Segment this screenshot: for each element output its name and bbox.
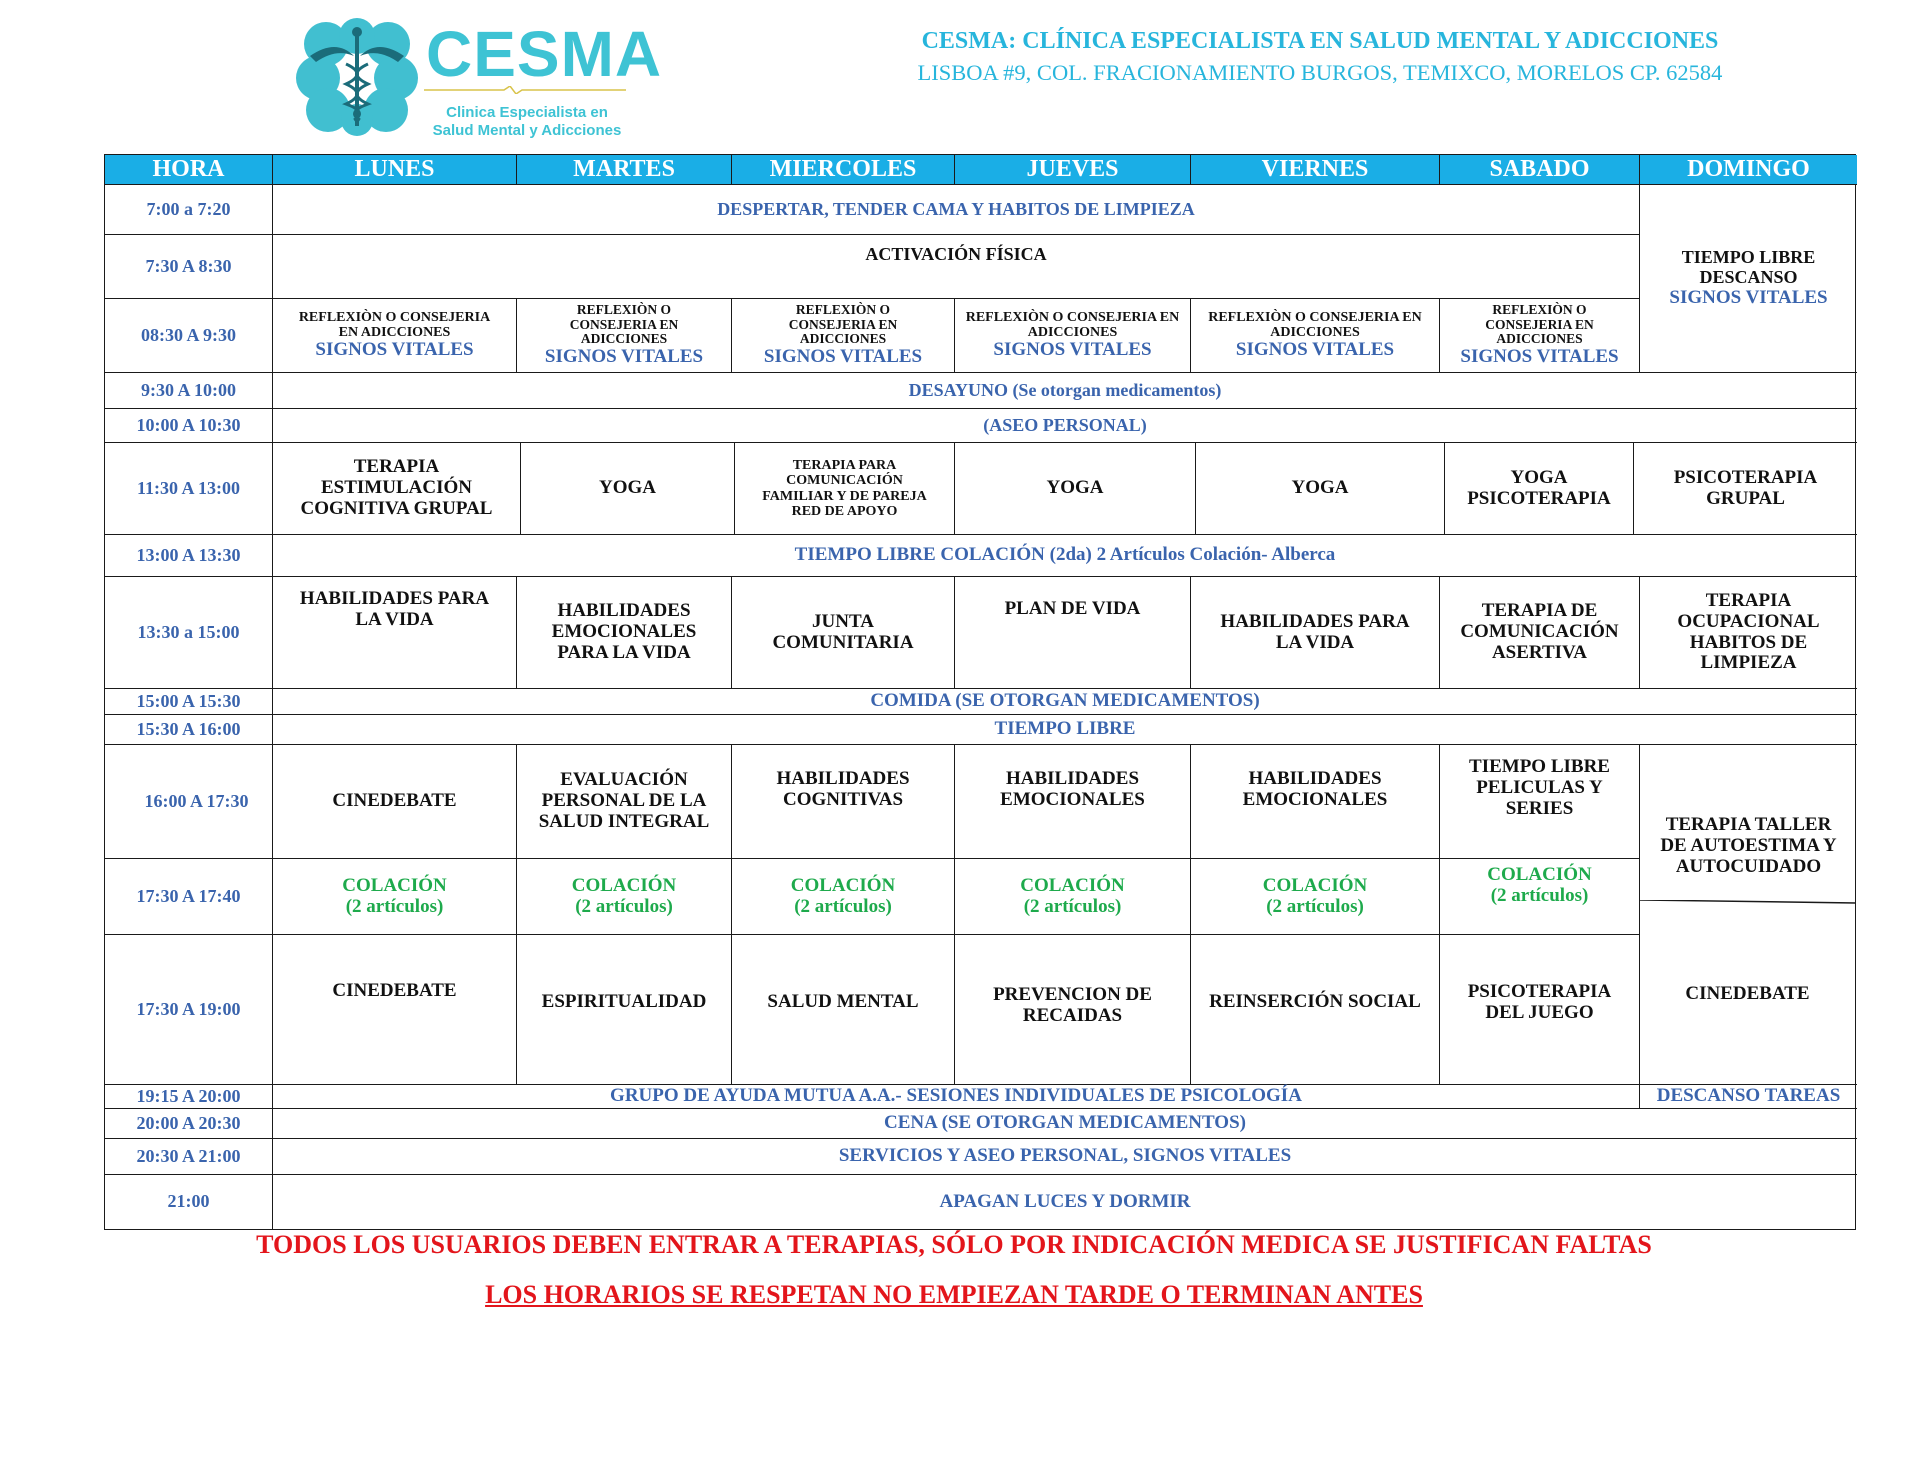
activity-1600-lunes: CINEDEBATE [273,745,517,859]
activity-line: TIEMPO LIBRE [1469,756,1610,777]
activity-line: SERIES [1505,797,1574,819]
activity-1730-lunes: CINEDEBATE [273,935,517,1085]
heartbeat-line-icon [424,86,626,94]
activity-tiempo-libre: TIEMPO LIBRE [273,715,1857,745]
activity-line: TERAPIA PARA [792,457,897,473]
activity-line: TERAPIA TALLER [1665,814,1832,835]
activity-line: JUNTA [812,610,874,632]
domingo-line-3: SIGNOS VITALES [1669,286,1828,308]
activity-desayuno: DESAYUNO (Se otorgan medicamentos) [273,373,1857,409]
activity-colacion-jueves [955,859,1191,935]
activity-1130-miercoles [735,443,955,535]
reflexion-line-3: ADICCIONES [1496,331,1583,347]
domingo-line-1: TIEMPO LIBRE [1681,247,1816,268]
reflexion-line-3: ADICCIONES [580,331,668,347]
activity-1330-martes [517,577,732,689]
activity-colacion-sabado [1440,859,1640,935]
attendance-warning: TODOS LOS USUARIOS DEBEN ENTRAR A TERAPIAS, SÓLO POR INDICACIÓN MEDICA SE JUSTIFICAN FALTAS [256,1230,1652,1259]
reflexion-label: REFLEXIÒN O CONSEJERIA EN ADICCIONES [298,309,491,341]
activity-line: AUTOCUIDADO [1675,855,1822,877]
reflexion-label: REFLEXIÒN O CONSEJERIA EN ADICCIONES [1208,309,1422,341]
activity-line: PSICOTERAPIA [1467,980,1612,1002]
time-cell: 20:30 A 21:00 [105,1139,273,1175]
time-cell: 20:00 A 20:30 [105,1109,273,1139]
document-title: CESMA: CLÍNICA ESPECIALISTA EN SALUD MENTAL Y ADICCIONES [921,28,1719,54]
colacion-detail: (2 artículos) [575,895,673,917]
activity-1730-sabado [1440,935,1640,1085]
activity-1730-miercoles: SALUD MENTAL [732,935,955,1085]
activity-line: SALUD INTEGRAL [538,810,710,832]
signos-vitales-label: SIGNOS VITALES [315,339,474,361]
weekly-schedule-table [104,154,1856,1230]
logo-subtitle-line-2: Salud Mental y Adicciones [432,122,622,139]
activity-line: LIMPIEZA [1700,652,1797,674]
activity-apagan-luces: APAGAN LUCES Y DORMIR [939,1190,1191,1212]
header-hora: HORA [105,155,273,185]
activity-reflexion-lunes [273,299,517,373]
activity-grupo-ayuda: GRUPO DE AYUDA MUTUA A.A.- SESIONES INDIVIDUALES DE PSICOLOGÍA [273,1085,1640,1109]
colacion-label: COLACIÓN [571,874,677,896]
activity-line: OCUPACIONAL [1677,610,1820,632]
activity-line: DEL JUEGO [1485,1001,1594,1023]
header-sabado: SABADO [1440,155,1640,185]
activity-line: PARA LA VIDA [557,641,691,663]
colacion-label: COLACIÓN [790,874,896,896]
activity-1330-viernes [1191,577,1440,689]
schedule-warning: LOS HORARIOS SE RESPETAN NO EMPIEZAN TARDE O TERMINAN ANTES [485,1280,1423,1309]
activity-line: PERSONAL DE LA [541,790,707,812]
activity-aseo-personal: (ASEO PERSONAL) [273,409,1857,443]
signos-vitales-label: SIGNOS VITALES [1460,346,1619,368]
activity-line: PSICOTERAPIA [1467,487,1611,509]
activity-line: ASERTIVA [1491,641,1588,663]
activity-reflexion-martes [517,299,732,373]
colacion-detail: (2 artículos) [1490,884,1589,906]
time-cell: 13:30 a 15:00 [105,577,273,689]
reflexion-line-1: REFLEXIÒN O [576,301,672,317]
time-cell: 16:00 A 17:30 [105,745,273,859]
activity-line: RED DE APOYO [791,503,898,519]
activity-line: TERAPIA [353,456,440,478]
header-miercoles: MIERCOLES [732,155,955,185]
domingo-line-2: DESCANSO [1699,267,1798,288]
activity-descanso-tareas: DESCANSO TAREAS [1640,1085,1857,1109]
activity-line: LA VIDA [355,608,434,630]
clinic-address: LISBOA #9, COL. FRACIONAMIENTO BURGOS, TEMIXCO, MORELOS CP. 62584 [917,60,1723,85]
logo-subtitle [424,104,630,140]
header-lunes: LUNES [273,155,517,185]
activity-line: COGNITIVA GRUPAL [300,497,493,519]
signos-vitales-label: SIGNOS VITALES [544,346,704,368]
activity-1130-jueves: YOGA [955,443,1196,535]
activity-1330-lunes [273,577,517,689]
time-cell: 15:30 A 16:00 [105,715,273,745]
brain-caduceus-icon [296,16,418,138]
activity-line: PSICOTERAPIA [1673,466,1818,488]
colacion-detail: (2 artículos) [345,895,444,917]
activity-line: COMUNICACIÓN [786,473,903,489]
activity-line: HABILIDADES [1248,768,1382,789]
reflexion-line-3: ADICCIONES [799,331,887,347]
activity-line: TERAPIA DE [1481,600,1598,622]
activity-1130-viernes: YOGA [1196,443,1445,535]
activity-cena: CENA (SE OTORGAN MEDICAMENTOS) [273,1109,1857,1139]
time-cell: 7:30 A 8:30 [105,235,273,299]
activity-1130-lunes [273,443,521,535]
activity-colacion-viernes [1191,859,1440,935]
activity-line: EVALUACIÓN [560,769,688,791]
activity-comida: COMIDA (SE OTORGAN MEDICAMENTOS) [273,689,1857,715]
activity-line: COMUNITARIA [772,631,914,653]
activity-colacion-miercoles [732,859,955,935]
activity-1130-domingo [1634,443,1857,535]
header-viernes: VIERNES [1191,155,1440,185]
activity-line: YOGA [1510,466,1568,488]
activity-line: PELICULAS Y [1476,776,1603,798]
time-cell: 7:00 a 7:20 [105,185,273,235]
reflexion-line-2: CONSEJERIA EN [788,316,898,332]
activity-line: COMUNICACIÓN [1460,621,1619,643]
reflexion-line-1: REFLEXIÒN O [795,301,891,317]
activity-line: LA VIDA [1275,631,1355,653]
reflexion-line-1: REFLEXIÒN O [1492,301,1587,317]
reflexion-line-2: CONSEJERIA EN [1485,316,1594,332]
logo-name: CESMA [426,18,663,90]
activity-line: DE AUTOESTIMA Y [1660,834,1837,856]
activity-line: HABILIDADES PARA [299,588,490,609]
activity-1730-domingo: CINEDEBATE [1685,982,1810,1004]
time-cell: 21:00 [105,1175,273,1229]
domingo-divider-line [1640,900,1856,904]
activity-line: HABILIDADES [776,768,910,789]
colacion-detail: (2 artículos) [1023,895,1122,917]
reflexion-line-2: CONSEJERIA EN [569,316,679,332]
activity-tiempo-libre-colacion: TIEMPO LIBRE COLACIÓN (2da) 2 Artículos Colación- Alberca [273,535,1857,577]
colacion-label: COLACIÓN [1020,874,1125,896]
activity-reflexion-viernes [1191,299,1440,373]
time-cell: 10:00 A 10:30 [105,409,273,443]
activity-1600-miercoles [732,745,955,859]
activity-line: FAMILIAR Y DE PAREJA [762,488,927,504]
colacion-detail: (2 artículos) [1266,895,1364,917]
header-domingo: DOMINGO [1640,155,1857,185]
activity-line: EMOCIONALES [1000,788,1145,810]
activity-reflexion-sabado [1440,299,1640,373]
activity-line: GRUPAL [1706,487,1785,509]
time-cell: 17:30 A 17:40 [105,859,273,935]
activity-1330-sabado [1440,577,1640,689]
colacion-label: COLACIÓN [1487,864,1592,885]
activity-line: HABILIDADES [557,600,691,622]
activity-domingo-tiempo-libre [1640,185,1857,373]
activity-1600-martes [517,745,732,859]
activity-1600-viernes [1191,745,1440,859]
colacion-label: COLACIÓN [342,874,447,896]
activity-line: EMOCIONALES [1242,788,1388,810]
activity-line: ESTIMULACIÓN [321,477,472,499]
activity-1330-domingo [1640,577,1857,689]
time-cell: 17:30 A 19:00 [105,935,273,1085]
activity-line: COGNITIVAS [782,788,904,810]
activity-1600-sabado [1440,745,1640,859]
activity-line: HABILIDADES [1005,768,1140,789]
signos-vitales-label: SIGNOS VITALES [1235,339,1395,361]
activity-line: RECAIDAS [1022,1004,1123,1026]
signos-vitales-label: SIGNOS VITALES [763,346,923,368]
header-jueves: JUEVES [955,155,1191,185]
activity-1330-miercoles [732,577,955,689]
colacion-label: COLACIÓN [1262,874,1368,896]
activity-colacion-martes [517,859,732,935]
cesma-logo [296,16,663,139]
time-cell: 08:30 A 9:30 [105,299,273,373]
header-martes: MARTES [517,155,732,185]
activity-1730-martes: ESPIRITUALIDAD [517,935,732,1085]
activity-1730-jueves [955,935,1191,1085]
activity-line: PREVENCION DE [993,983,1152,1005]
activity-servicios: SERVICIOS Y ASEO PERSONAL, SIGNOS VITALES [273,1139,1857,1175]
time-cell: 15:00 A 15:30 [105,689,273,715]
activity-1130-sabado [1445,443,1634,535]
logo-subtitle-line-1: Clinica Especialista en [446,104,608,121]
time-cell: 19:15 A 20:00 [105,1085,273,1109]
activity-1600-jueves [955,745,1191,859]
activity-1130-martes: YOGA [521,443,735,535]
signos-vitales-label: SIGNOS VITALES [993,339,1152,361]
activity-despertar: DESPERTAR, TENDER CAMA Y HABITOS DE LIMPIEZA [273,185,1640,235]
activity-activacion-fisica: ACTIVACIÓN FÍSICA [273,235,1640,299]
activity-line: TERAPIA [1705,589,1792,611]
activity-1330-jueves: PLAN DE VIDA [955,577,1191,689]
time-cell: 9:30 A 10:00 [105,373,273,409]
reflexion-label: REFLEXIÒN O CONSEJERIA EN ADICCIONES [965,309,1180,341]
activity-line: EMOCIONALES [551,621,697,643]
activity-1730-viernes: REINSERCIÓN SOCIAL [1191,935,1440,1085]
time-cell: 11:30 A 13:00 [105,443,273,535]
time-cell: 13:00 A 13:30 [105,535,273,577]
activity-line: HABITOS DE [1689,631,1808,653]
colacion-detail: (2 artículos) [794,895,892,917]
activity-line: HABILIDADES PARA [1220,610,1410,632]
activity-colacion-lunes [273,859,517,935]
activity-reflexion-miercoles [732,299,955,373]
activity-reflexion-jueves [955,299,1191,373]
